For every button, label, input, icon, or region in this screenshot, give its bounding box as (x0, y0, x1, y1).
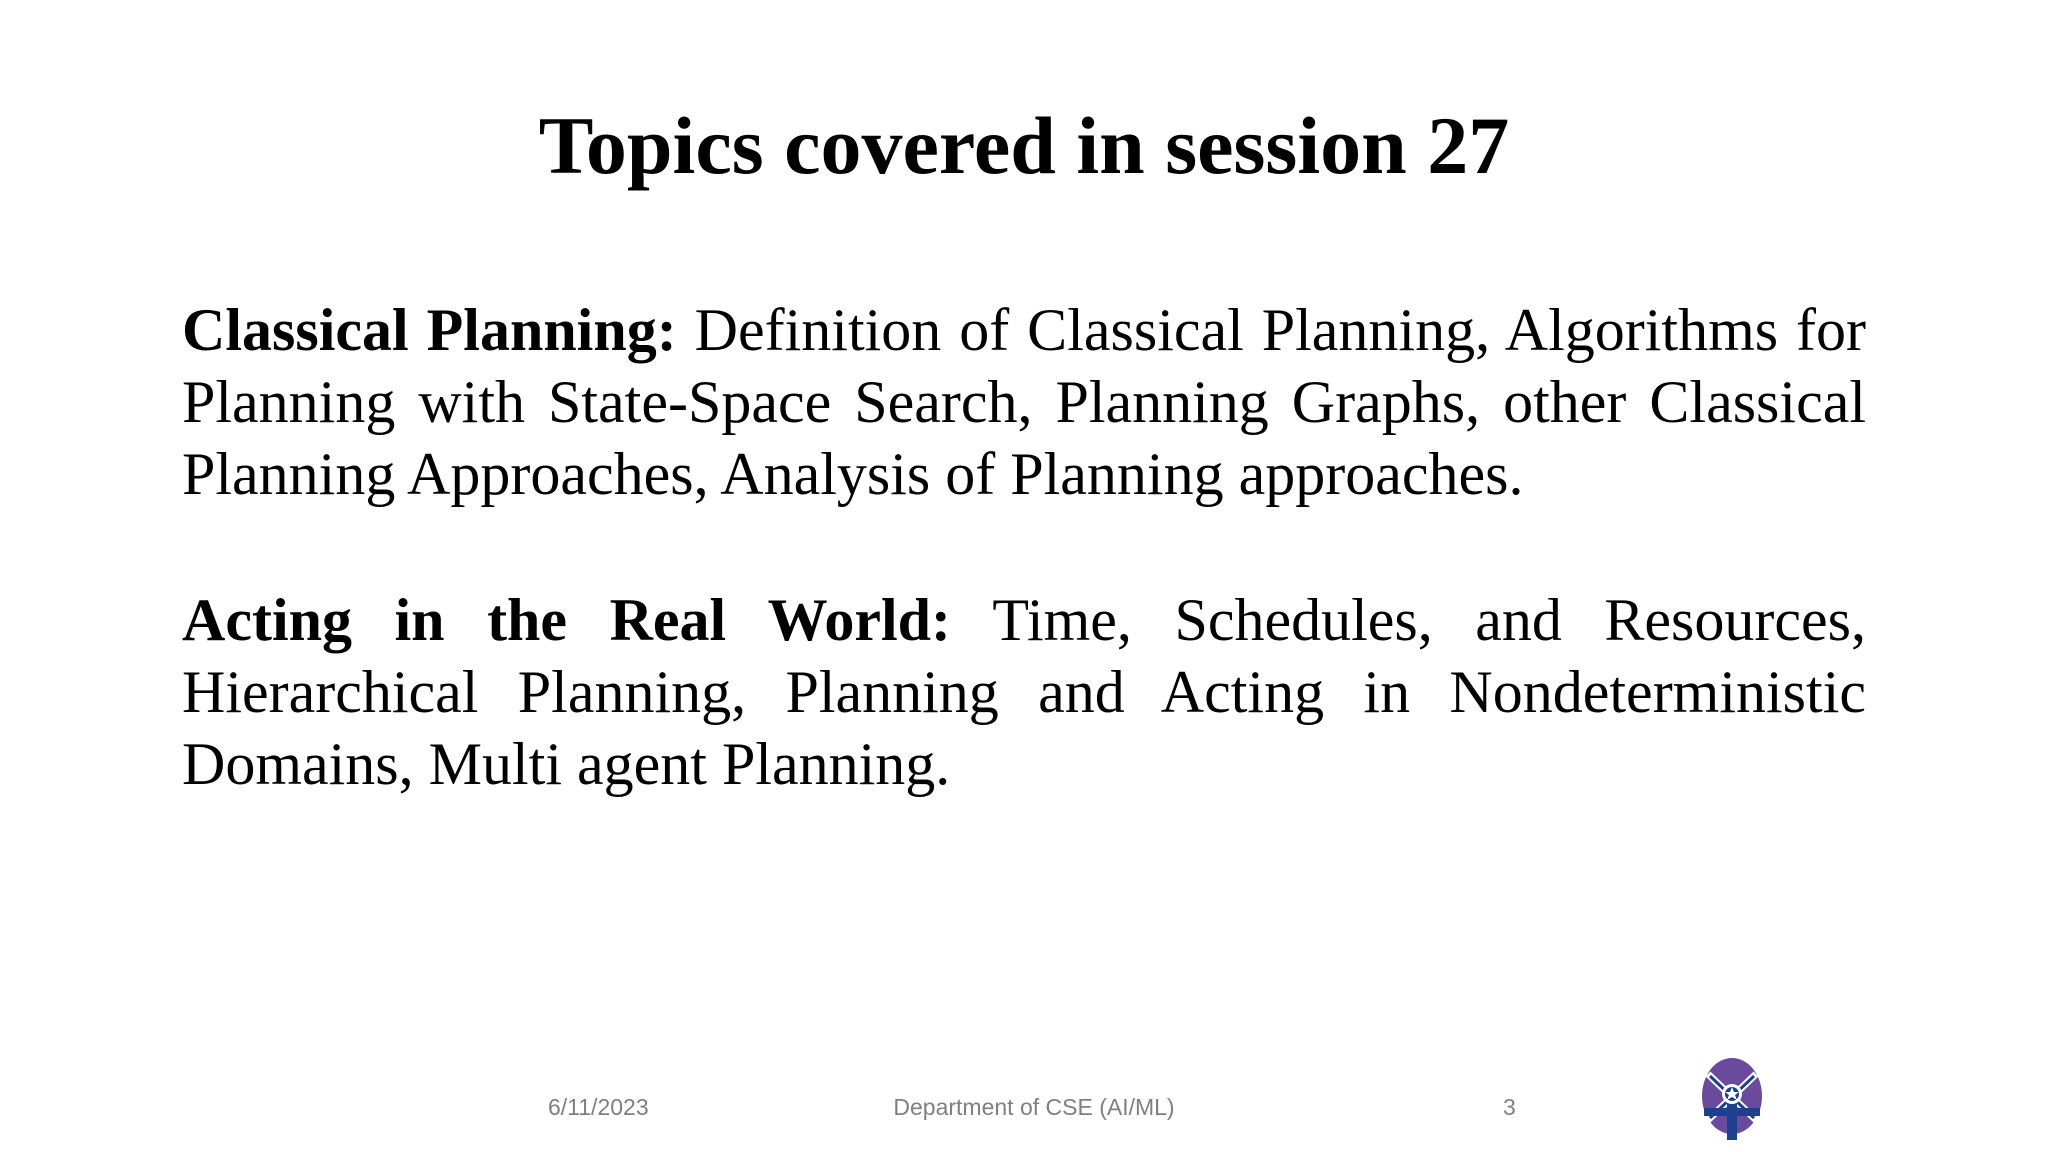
institution-logo-icon (1700, 1054, 1764, 1140)
topic-paragraph-acting-real-world (182, 584, 1866, 800)
topic-heading: Classical Planning: (182, 297, 677, 363)
topic-text: Definition of Classical Planning, Algorithms for Planning with State-Space Search, Planning Graphs, other Classical Planning Approaches, Analysis of Planning approaches. (182, 297, 1867, 507)
topic-heading: Acting in the Real World: (182, 587, 951, 653)
footer-date: 6/11/2023 (548, 1094, 649, 1120)
footer-page-number: 3 (1503, 1094, 1516, 1120)
footer-department: Department of CSE (AI/ML) (893, 1094, 1175, 1120)
topic-paragraph-classical-planning (182, 294, 1866, 510)
topic-text: Time, Schedules, and Resources, Hierarchical Planning, Planning and Acting in Nondeterministic Domains, Multi agent Planning. (182, 587, 1867, 797)
slide-title: Topics covered in session 27 (538, 100, 1510, 191)
